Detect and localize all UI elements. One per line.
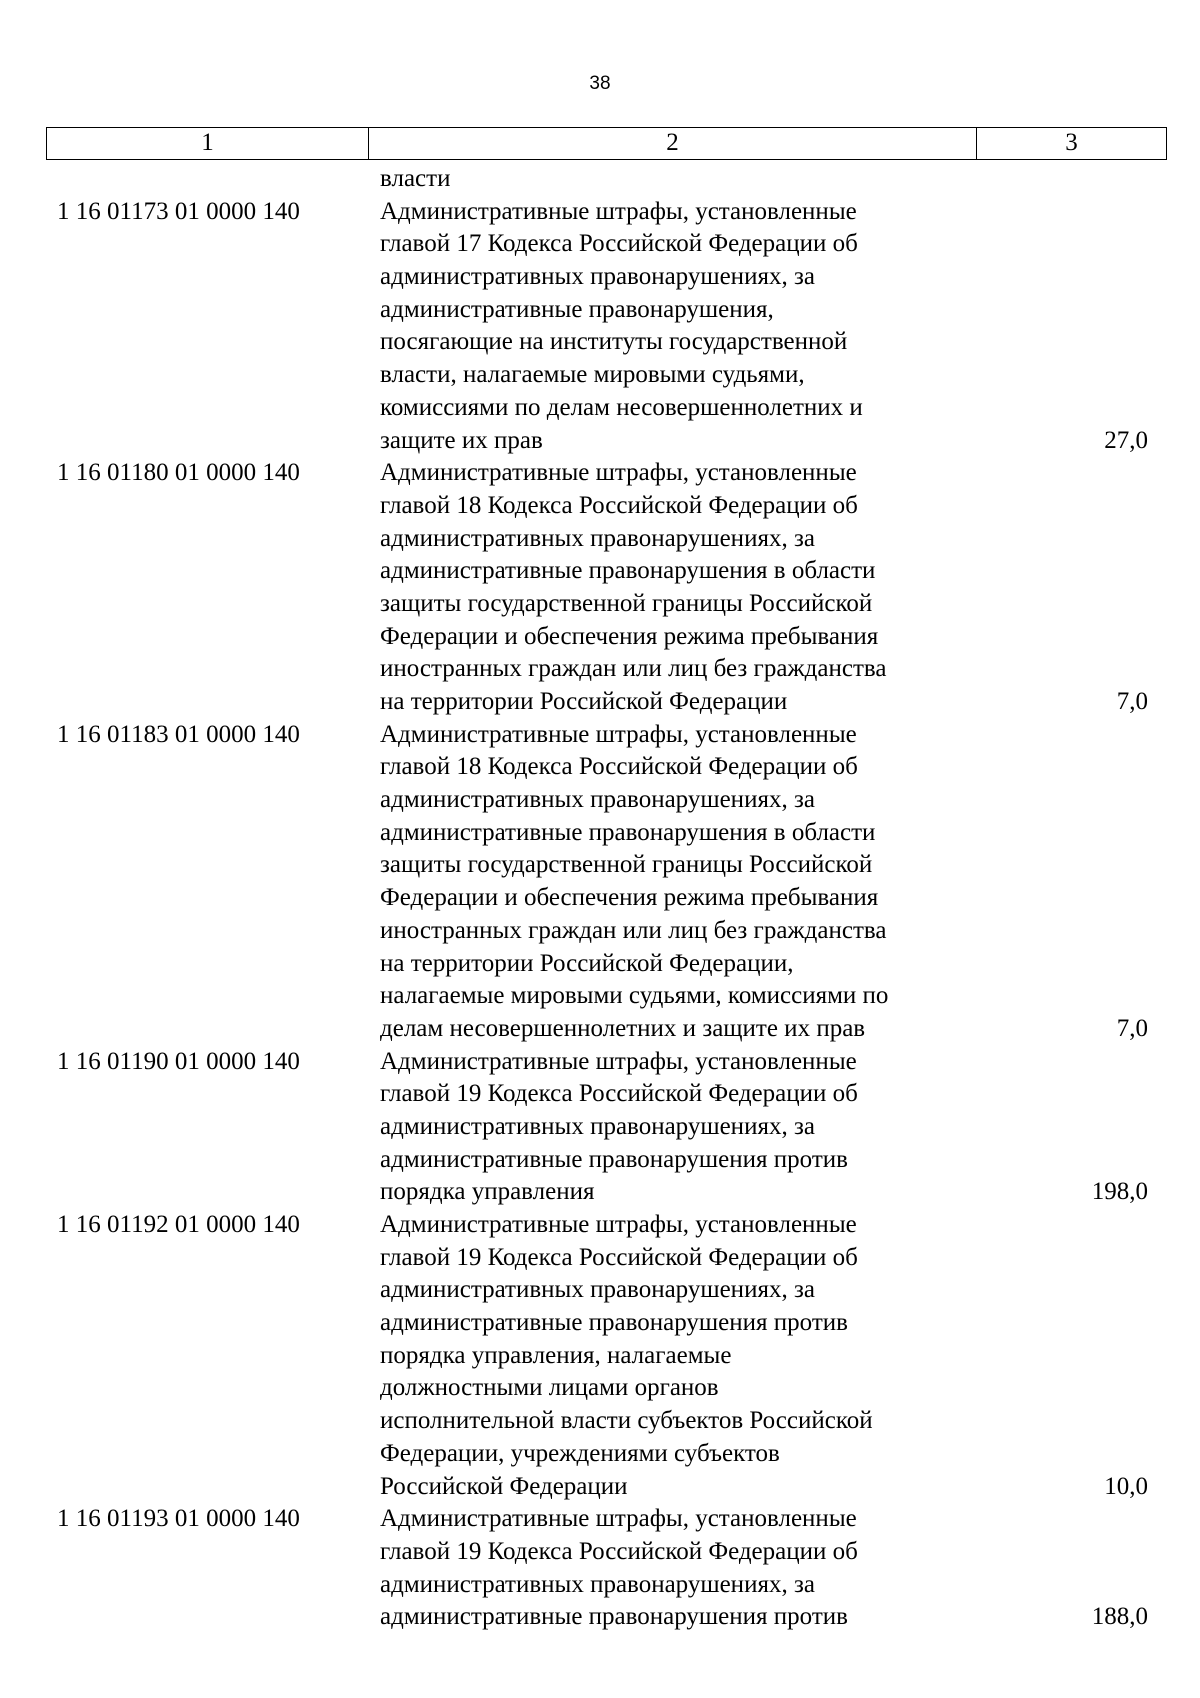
row-line: [0, 1340, 1200, 1373]
row-line: [0, 1405, 1200, 1438]
row-code: 1 16 01183 01 0000 140: [57, 720, 300, 748]
description-line: порядка управления: [380, 1178, 595, 1206]
description-line: административные правонарушения против: [380, 1309, 848, 1337]
row-line: [0, 915, 1200, 948]
description-line: на территории Российской Федерации,: [380, 949, 794, 977]
description-line: власти: [380, 165, 451, 192]
description-line: главой 19 Кодекса Российской Федерации об: [380, 1243, 858, 1271]
row-line: [0, 326, 1200, 359]
table-body: [0, 163, 1200, 1634]
description-line: делам несовершеннолетних и защите их прав: [380, 1014, 866, 1042]
row-line: [0, 588, 1200, 621]
description-line: налагаемые мировыми судьями, комиссиями по: [380, 982, 889, 1010]
row-code: 1 16 01190 01 0000 140: [57, 1047, 300, 1075]
row-code: 1 16 01192 01 0000 140: [57, 1211, 300, 1238]
description-line: Административные штрафы, установленные: [380, 197, 857, 225]
row-value: 27,0: [1104, 426, 1148, 454]
description-line: административные правонарушения против: [380, 1603, 848, 1631]
description-line: исполнительной власти субъектов Российской: [380, 1407, 873, 1435]
table-row: [0, 457, 1200, 719]
table-header: [46, 127, 1167, 160]
row-line: [0, 817, 1200, 850]
description-line: административные правонарушения в области: [380, 818, 876, 846]
description-line: посягающие на институты государственной: [380, 328, 848, 356]
description-line: иностранных граждан или лиц без гражданства: [380, 916, 887, 944]
table-row: [0, 196, 1200, 458]
description-line: власти, налагаемые мировыми судьями,: [380, 361, 805, 389]
description-line: главой 19 Кодекса Российской Федерации об: [380, 1080, 858, 1108]
table-header-col3: 3: [1065, 129, 1078, 156]
row-line: [0, 1209, 1200, 1242]
description-line: Административные штрафы, установленные: [380, 1211, 857, 1238]
row-line: [0, 948, 1200, 981]
row-line: [0, 359, 1200, 392]
row-line: [0, 1144, 1200, 1177]
description-line: главой 18 Кодекса Российской Федерации об: [380, 491, 858, 519]
description-line: порядка управления, налагаемые: [380, 1341, 732, 1369]
row-line: [0, 653, 1200, 686]
description-line: административных правонарушениях, за: [380, 1276, 815, 1304]
row-line: [0, 1471, 1200, 1504]
description-line: главой 19 Кодекса Российской Федерации об: [380, 1537, 858, 1565]
table-row: [0, 1209, 1200, 1503]
row-line: [0, 980, 1200, 1013]
description-line: административных правонарушениях, за: [380, 786, 815, 814]
row-line: [0, 261, 1200, 294]
table-header-col1: 1: [47, 128, 369, 159]
description-line: комиссиями по делам несовершеннолетних и: [380, 393, 863, 421]
description-line: административные правонарушения против: [380, 1145, 848, 1173]
row-line: [0, 1503, 1200, 1536]
row-line: [0, 1013, 1200, 1046]
row-line: [0, 1372, 1200, 1405]
description-line: Федерации, учреждениями субъектов: [380, 1439, 780, 1467]
table-row: [0, 1046, 1200, 1209]
row-line: [0, 1046, 1200, 1079]
continuation-line: [0, 163, 1200, 196]
description-line: административные правонарушения,: [380, 295, 774, 323]
row-line: [0, 1176, 1200, 1209]
description-line: административных правонарушениях, за: [380, 1112, 815, 1140]
row-line: [0, 228, 1200, 261]
table-row: [0, 1503, 1200, 1634]
row-value: 198,0: [1091, 1178, 1148, 1206]
row-line: [0, 621, 1200, 654]
row-line: [0, 523, 1200, 556]
row-line: [0, 1242, 1200, 1275]
row-line: [0, 392, 1200, 425]
row-line: [0, 457, 1200, 490]
row-line: [0, 751, 1200, 784]
row-line: [0, 1078, 1200, 1111]
row-value: 7,0: [1116, 1014, 1148, 1042]
row-line: [0, 849, 1200, 882]
row-line: [0, 1536, 1200, 1569]
description-line: Федерации и обеспечения режима пребывания: [380, 884, 879, 912]
row-value: 10,0: [1104, 1472, 1148, 1500]
row-line: [0, 1307, 1200, 1340]
row-line: [0, 555, 1200, 588]
row-line: [0, 1274, 1200, 1307]
description-line: Административные штрафы, установленные: [380, 459, 857, 487]
row-line: [0, 294, 1200, 327]
row-line: [0, 882, 1200, 915]
description-line: Российской Федерации: [380, 1472, 628, 1500]
description-line: Административные штрафы, установленные: [380, 720, 857, 748]
description-line: административные правонарушения в области: [380, 557, 876, 585]
description-line: защиты государственной границы Российской: [380, 589, 873, 617]
description-line: административных правонарушениях, за: [380, 1570, 815, 1598]
description-line: главой 17 Кодекса Российской Федерации об: [380, 230, 858, 258]
page-number: 38: [589, 73, 611, 94]
table-row: [0, 719, 1200, 1046]
row-line: [0, 1601, 1200, 1634]
row-code: 1 16 01173 01 0000 140: [57, 197, 300, 225]
description-line: главой 18 Кодекса Российской Федерации об: [380, 753, 858, 781]
description-line: должностными лицами органов: [380, 1374, 719, 1402]
row-line: [0, 1111, 1200, 1144]
row-value: 188,0: [1091, 1603, 1148, 1631]
row-code: 1 16 01180 01 0000 140: [57, 459, 300, 487]
row-line: [0, 425, 1200, 458]
description-line: защиты государственной границы Российской: [380, 851, 873, 879]
description-line: иностранных граждан или лиц без гражданства: [380, 655, 887, 683]
description-line: административных правонарушениях, за: [380, 263, 815, 291]
row-code: 1 16 01193 01 0000 140: [57, 1505, 300, 1533]
row-line: [0, 196, 1200, 229]
row-line: [0, 490, 1200, 523]
row-line: [0, 1438, 1200, 1471]
row-line: [0, 784, 1200, 817]
description-line: на территории Российской Федерации: [380, 688, 788, 715]
description-line: административных правонарушениях, за: [380, 524, 815, 552]
row-line: [0, 1569, 1200, 1602]
description-line: защите их прав: [380, 426, 543, 454]
row-value: 7,0: [1116, 688, 1148, 715]
table-header-col2: 2: [369, 128, 977, 159]
row-line: [0, 719, 1200, 752]
description-line: Федерации и обеспечения режима пребывания: [380, 622, 879, 650]
description-line: Административные штрафы, установленные: [380, 1505, 857, 1533]
description-line: Административные штрафы, установленные: [380, 1047, 857, 1075]
row-line: [0, 686, 1200, 719]
